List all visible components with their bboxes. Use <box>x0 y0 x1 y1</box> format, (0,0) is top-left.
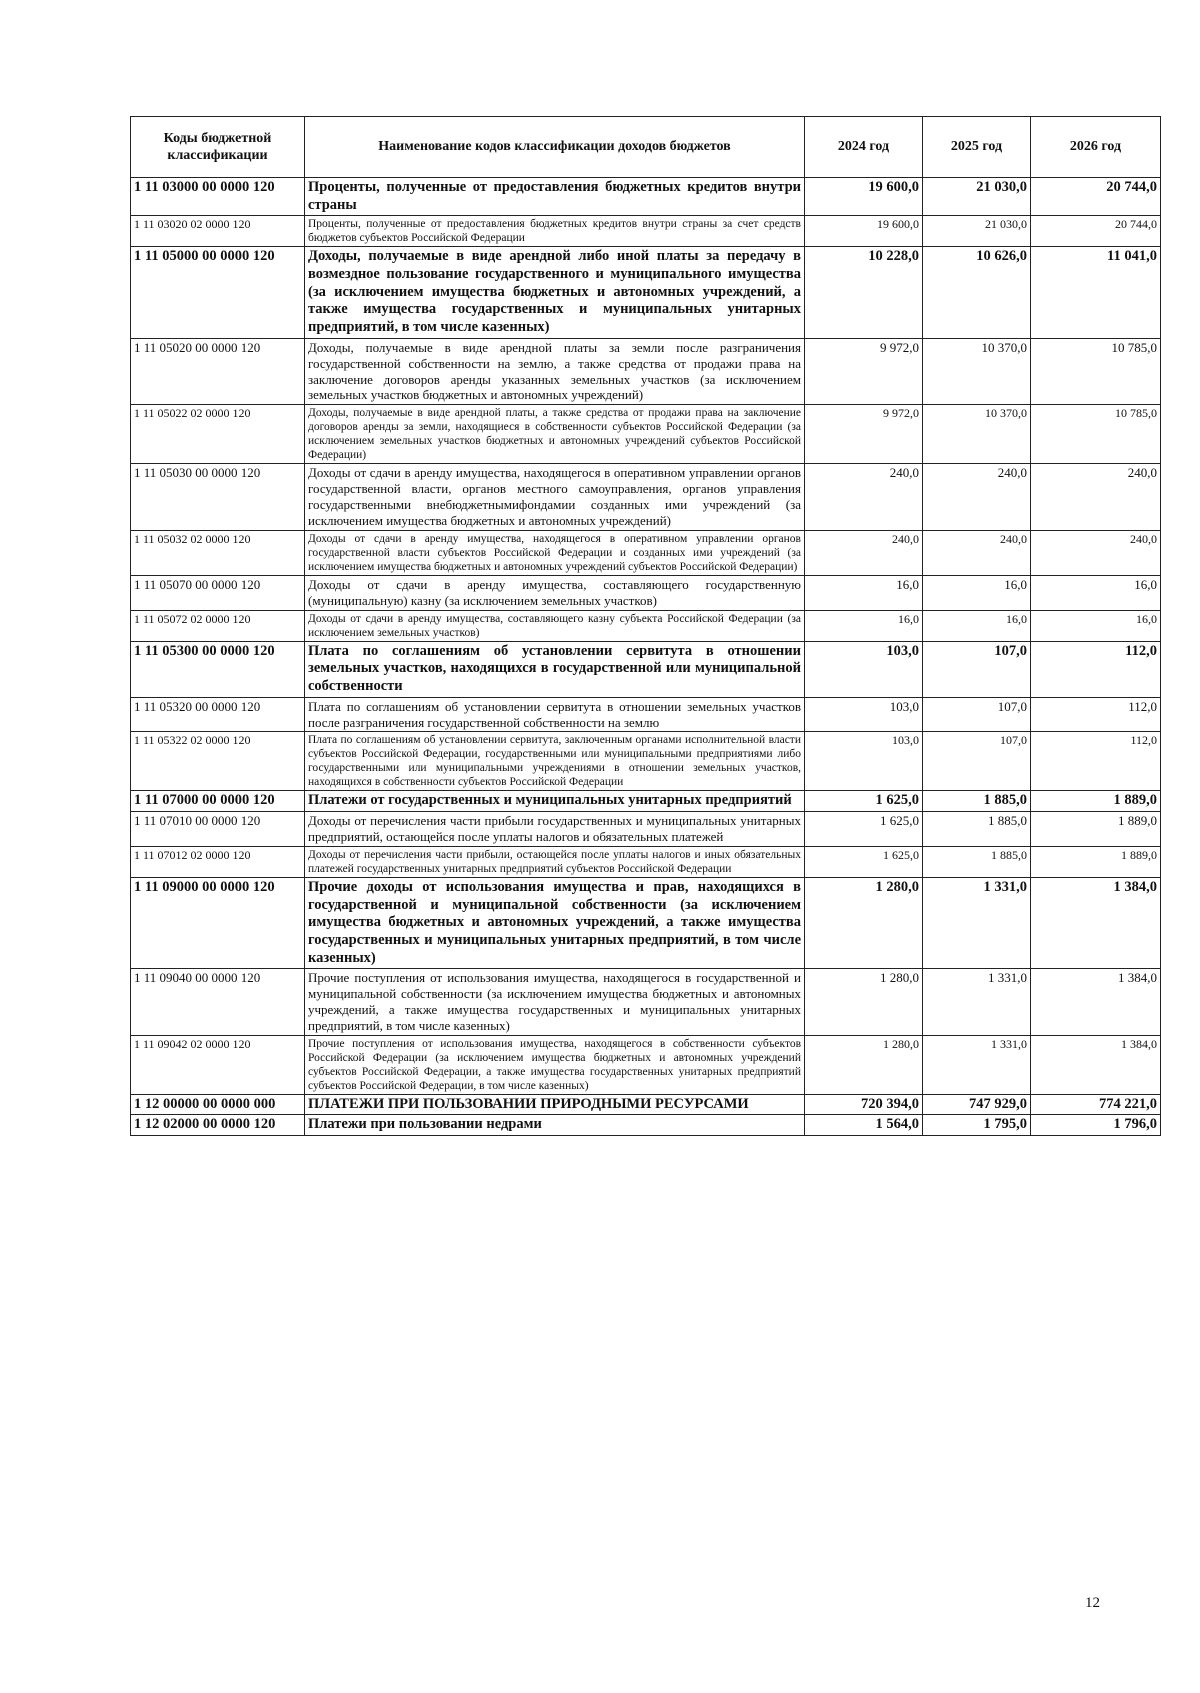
row-value-2024: 1 280,0 <box>805 969 923 1035</box>
row-value-2024: 103,0 <box>805 641 923 697</box>
row-name: Прочие доходы от использования имущества и прав, находящихся в государственной и муниципальной собственности (за исключением имущества бюджетных и автономных учреждений, а также имущества государственных и муниципальных унитарных предприятий, в том числе казенных) <box>305 877 805 968</box>
table-row <box>131 178 1161 216</box>
row-value-2025: 1 331,0 <box>923 877 1031 968</box>
row-code: 1 11 05072 02 0000 120 <box>131 610 305 641</box>
row-value-2025: 107,0 <box>923 732 1031 791</box>
row-value-2025: 1 331,0 <box>923 1035 1031 1094</box>
row-value-2025: 1 885,0 <box>923 846 1031 877</box>
table-header-row <box>131 117 1161 178</box>
row-value-2025: 747 929,0 <box>923 1094 1031 1115</box>
row-value-2025: 21 030,0 <box>923 216 1031 247</box>
row-value-2024: 1 564,0 <box>805 1115 923 1136</box>
row-value-2026: 240,0 <box>1031 530 1161 575</box>
row-value-2024: 240,0 <box>805 530 923 575</box>
table-row <box>131 530 1161 575</box>
row-value-2025: 10 370,0 <box>923 405 1031 464</box>
page-number: 12 <box>1085 1595 1100 1611</box>
row-code: 1 11 05000 00 0000 120 <box>131 247 305 338</box>
row-code: 1 11 03000 00 0000 120 <box>131 178 305 216</box>
table-row <box>131 697 1161 732</box>
row-value-2024: 19 600,0 <box>805 216 923 247</box>
row-value-2026: 16,0 <box>1031 610 1161 641</box>
row-name: Плата по соглашениям об установлении сервитута в отношении земельных участков после разграничения государственной собственности на землю <box>305 697 805 732</box>
budget-table <box>130 116 1161 1136</box>
row-name: Плата по соглашениям об установлении сервитута в отношении земельных участков, находящихся в государственной или муниципальной собственности <box>305 641 805 697</box>
table-row <box>131 216 1161 247</box>
row-code: 1 11 07010 00 0000 120 <box>131 812 305 847</box>
header-2025: 2025 год <box>923 117 1031 178</box>
row-code: 1 11 05030 00 0000 120 <box>131 464 305 530</box>
row-name: Платежи от государственных и муниципальных унитарных предприятий <box>305 791 805 812</box>
row-name: Доходы, получаемые в виде арендной платы, а также средства от продажи права на заключение договоров аренды за земли, находящиеся в собственности субъектов Российской Федерации (за исключением земельных участков бюджетных и автономных учреждений субъектов Российской Федерации) <box>305 405 805 464</box>
row-code: 1 11 05022 02 0000 120 <box>131 405 305 464</box>
row-value-2026: 112,0 <box>1031 732 1161 791</box>
row-value-2024: 1 625,0 <box>805 846 923 877</box>
row-code: 1 11 09000 00 0000 120 <box>131 877 305 968</box>
row-name: Проценты, полученные от предоставления бюджетных кредитов внутри страны <box>305 178 805 216</box>
row-value-2025: 1 795,0 <box>923 1115 1031 1136</box>
row-value-2025: 1 885,0 <box>923 812 1031 847</box>
row-value-2025: 10 626,0 <box>923 247 1031 338</box>
row-value-2025: 1 331,0 <box>923 969 1031 1035</box>
row-value-2024: 9 972,0 <box>805 405 923 464</box>
row-value-2026: 240,0 <box>1031 464 1161 530</box>
row-value-2026: 774 221,0 <box>1031 1094 1161 1115</box>
row-value-2026: 11 041,0 <box>1031 247 1161 338</box>
row-value-2024: 1 280,0 <box>805 1035 923 1094</box>
row-name: Доходы от сдачи в аренду имущества, составляющего государственную (муниципальную) казну (за исключением земельных участков) <box>305 575 805 610</box>
row-value-2024: 1 625,0 <box>805 812 923 847</box>
table-row <box>131 338 1161 404</box>
row-value-2024: 103,0 <box>805 732 923 791</box>
row-name: Доходы от перечисления части прибыли, остающейся после уплаты налогов и иных обязательных платежей государственных унитарных предприятий субъектов Российской Федерации <box>305 846 805 877</box>
row-value-2026: 1 384,0 <box>1031 877 1161 968</box>
row-name: Прочие поступления от использования имущества, находящегося в государственной и муниципальной собственности (за исключением имущества бюджетных и автономных учреждений, а также имущества государственных и муниципальных унитарных предприятий, в том числе казенных) <box>305 969 805 1035</box>
table-row <box>131 969 1161 1035</box>
row-code: 1 12 02000 00 0000 120 <box>131 1115 305 1136</box>
row-name: Доходы от перечисления части прибыли государственных и муниципальных унитарных предприятий, остающейся после уплаты налогов и обязательных платежей <box>305 812 805 847</box>
row-code: 1 11 05322 02 0000 120 <box>131 732 305 791</box>
row-value-2026: 1 384,0 <box>1031 969 1161 1035</box>
row-code: 1 11 05020 00 0000 120 <box>131 338 305 404</box>
row-value-2024: 1 625,0 <box>805 791 923 812</box>
table-row <box>131 247 1161 338</box>
row-value-2024: 10 228,0 <box>805 247 923 338</box>
row-value-2025: 1 885,0 <box>923 791 1031 812</box>
table-row <box>131 1035 1161 1094</box>
table-row <box>131 846 1161 877</box>
row-value-2026: 1 889,0 <box>1031 846 1161 877</box>
table-row <box>131 732 1161 791</box>
row-value-2024: 720 394,0 <box>805 1094 923 1115</box>
row-value-2025: 16,0 <box>923 575 1031 610</box>
row-value-2026: 1 889,0 <box>1031 791 1161 812</box>
header-code: Коды бюджетной классификации <box>131 117 305 178</box>
row-code: 1 11 09040 00 0000 120 <box>131 969 305 1035</box>
row-code: 1 11 05320 00 0000 120 <box>131 697 305 732</box>
row-code: 1 11 09042 02 0000 120 <box>131 1035 305 1094</box>
row-value-2025: 240,0 <box>923 530 1031 575</box>
header-2026: 2026 год <box>1031 117 1161 178</box>
row-value-2026: 20 744,0 <box>1031 178 1161 216</box>
table-row <box>131 791 1161 812</box>
row-value-2024: 9 972,0 <box>805 338 923 404</box>
row-value-2024: 240,0 <box>805 464 923 530</box>
row-name: Проценты, полученные от предоставления бюджетных кредитов внутри страны за счет средств бюджетов субъектов Российской Федерации <box>305 216 805 247</box>
row-value-2025: 107,0 <box>923 641 1031 697</box>
table-row <box>131 610 1161 641</box>
row-value-2026: 10 785,0 <box>1031 338 1161 404</box>
row-value-2026: 20 744,0 <box>1031 216 1161 247</box>
row-value-2025: 16,0 <box>923 610 1031 641</box>
row-value-2026: 112,0 <box>1031 641 1161 697</box>
table-row <box>131 405 1161 464</box>
row-name: Доходы от сдачи в аренду имущества, находящегося в оперативном управлении органов государственной власти, органов местного самоуправления, органов управления государственными внебюджетнымифондамии созданных ими учреждений (за исключением имущества бюджетных и автономных учреждений) <box>305 464 805 530</box>
table-row <box>131 464 1161 530</box>
table-row <box>131 1094 1161 1115</box>
row-name: ПЛАТЕЖИ ПРИ ПОЛЬЗОВАНИИ ПРИРОДНЫМИ РЕСУРСАМИ <box>305 1094 805 1115</box>
row-code: 1 11 07012 02 0000 120 <box>131 846 305 877</box>
table-row <box>131 877 1161 968</box>
row-value-2025: 107,0 <box>923 697 1031 732</box>
row-value-2026: 16,0 <box>1031 575 1161 610</box>
row-value-2024: 16,0 <box>805 575 923 610</box>
row-value-2025: 21 030,0 <box>923 178 1031 216</box>
header-2024: 2024 год <box>805 117 923 178</box>
row-value-2026: 112,0 <box>1031 697 1161 732</box>
row-name: Доходы, получаемые в виде арендной платы за земли после разграничения государственной собственности на землю, а также средства от продажи права на заключение договоров аренды указанных земельных участков (за исключением земельных участков бюджетных и автономных учреждений) <box>305 338 805 404</box>
row-code: 1 11 05300 00 0000 120 <box>131 641 305 697</box>
header-name: Наименование кодов классификации доходов бюджетов <box>305 117 805 178</box>
row-code: 1 11 03020 02 0000 120 <box>131 216 305 247</box>
row-name: Доходы от сдачи в аренду имущества, находящегося в оперативном управлении органов государственной власти субъектов Российской Федерации и созданных ими учреждений (за исключением имущества бюджетных и автономных учреждений субъектов Российской Федерации) <box>305 530 805 575</box>
row-name: Доходы от сдачи в аренду имущества, составляющего казну субъекта Российской Федерации (за исключением земельных участков) <box>305 610 805 641</box>
row-value-2026: 1 796,0 <box>1031 1115 1161 1136</box>
row-value-2025: 240,0 <box>923 464 1031 530</box>
row-name: Платежи при пользовании недрами <box>305 1115 805 1136</box>
row-code: 1 11 07000 00 0000 120 <box>131 791 305 812</box>
row-value-2024: 19 600,0 <box>805 178 923 216</box>
table-row <box>131 812 1161 847</box>
row-name: Плата по соглашениям об установлении сервитута, заключенным органами исполнительной власти субъектов Российской Федерации, государственными или муниципальными предприятиями либо государственными или муниципальными учреждениями в отношении земельных участков, находящихся в собственности субъектов Российской Федерации <box>305 732 805 791</box>
row-name: Доходы, получаемые в виде арендной либо иной платы за передачу в возмездное пользование государственного и муниципального имущества (за исключением имущества бюджетных и автономных учреждений, а также имущества государственных и муниципальных унитарных предприятий, в том числе казенных) <box>305 247 805 338</box>
row-value-2026: 10 785,0 <box>1031 405 1161 464</box>
table-row <box>131 1115 1161 1136</box>
table-row <box>131 641 1161 697</box>
row-value-2025: 10 370,0 <box>923 338 1031 404</box>
row-value-2024: 103,0 <box>805 697 923 732</box>
row-code: 1 12 00000 00 0000 000 <box>131 1094 305 1115</box>
row-value-2024: 16,0 <box>805 610 923 641</box>
row-code: 1 11 05032 02 0000 120 <box>131 530 305 575</box>
row-code: 1 11 05070 00 0000 120 <box>131 575 305 610</box>
table-row <box>131 575 1161 610</box>
row-value-2026: 1 384,0 <box>1031 1035 1161 1094</box>
row-value-2026: 1 889,0 <box>1031 812 1161 847</box>
row-value-2024: 1 280,0 <box>805 877 923 968</box>
row-name: Прочие поступления от использования имущества, находящегося в собственности субъектов Российской Федерации (за исключением имущества бюджетных и автономных учреждений субъектов Российской Федерации, а также имущества государственных унитарных предприятий субъектов Российской Федерации, в том числе казенных) <box>305 1035 805 1094</box>
